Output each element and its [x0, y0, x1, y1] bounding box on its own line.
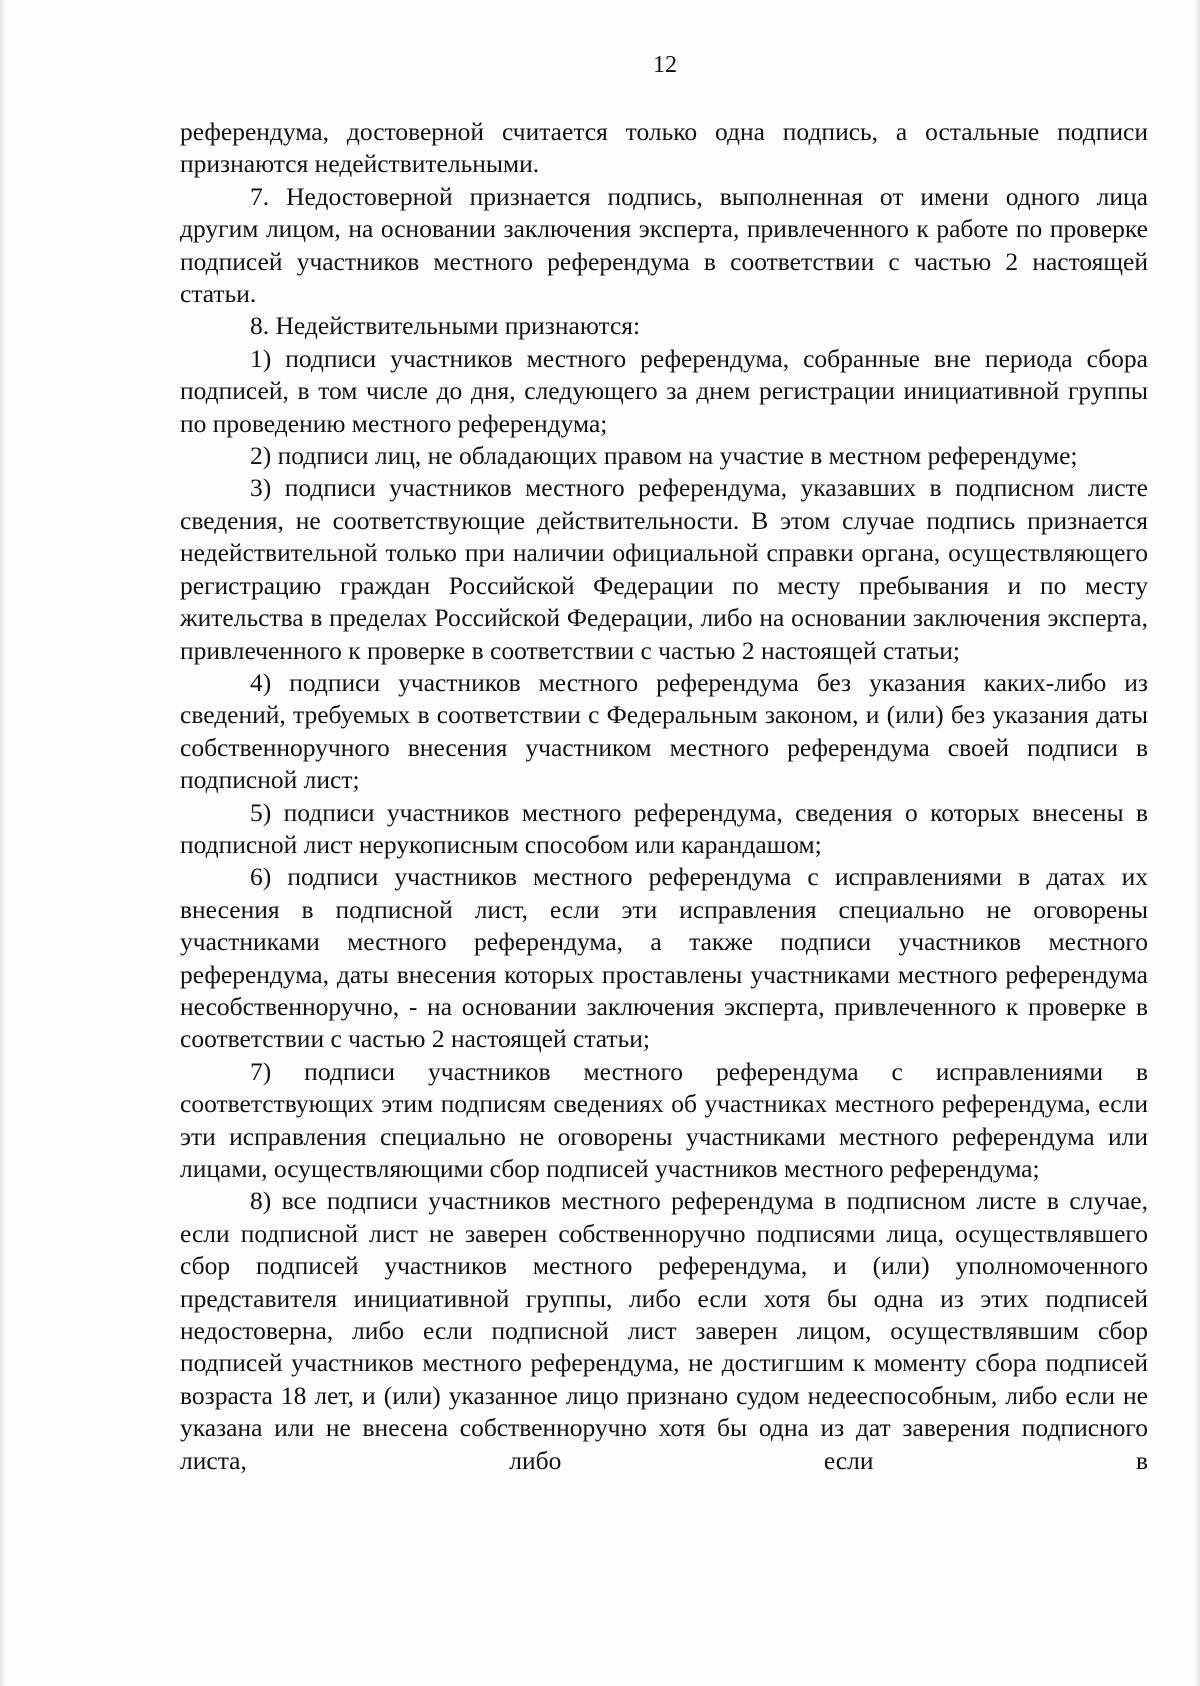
paragraph-item-7: 7. Недостоверной признается подпись, выполненная от имени одного лица другим лицом, на основании заключения эксперта, привлеченного к работе по проверке подписей участников местного референдума в соответствии с частью 2 настоящей статьи.: [180, 181, 1148, 309]
subitem-8: 8) все подписи участников местного референдума в подписном листе в случае, если подписной лист не заверен собственноручно подписями лица, осуществлявшего сбор подписей участников местного референдума, и (или) уполномоченного представителя инициативной группы, либо если хотя бы одна из этих подписей недостоверна, либо если подписной лист заверен лицом, осуществлявшим сбор подписей участников местного референдума, не достигшим к моменту сбора подписей возраста 18 лет, и (или) указанное лицо признано судом недееспособным, либо если не указана или не внесена собственноручно хотя бы одна из дат заверения подписного листа, либо если в: [180, 1186, 1148, 1475]
subitem-4: 4) подписи участников местного референдума без указания каких-либо из сведений, требуемых в соответствии с Федеральным законом, и (или) без указания даты собственноручного внесения участником местного референдума своей подписи в подписной лист;: [180, 667, 1148, 795]
paragraph-continuation: референдума, достоверной считается только одна подпись, а остальные подписи признаются недействительными.: [180, 117, 1148, 179]
subitem-7: 7) подписи участников местного референдума с исправлениями в соответствующих этим подписям сведениях об участниках местного референдума, если эти исправления специально не оговорены участниками местного референдума или лицами, осуществляющими сбор подписей участников местного референдума;: [180, 1056, 1148, 1183]
subitem-1: 1) подписи участников местного референдума, собранные вне периода сбора подписей, в том числе до дня, следующего за днем регистрации инициативной группы по проведению местного референдума;: [180, 343, 1148, 438]
document-body: [180, 116, 1148, 1477]
subitem-2: 2) подписи лиц, не обладающих правом на участие в местном референдуме;: [250, 441, 1078, 471]
scan-edge-left: [0, 0, 6, 1686]
subitem-5: 5) подписи участников местного референдума, сведения о которых внесены в подписной лист нерукописным способом или карандашом;: [180, 797, 1148, 859]
paragraph-item-8: 8. Недействительными признаются:: [250, 311, 641, 341]
scan-edge-right: [1194, 0, 1200, 1686]
subitem-6: 6) подписи участников местного референдума с исправлениями в датах их внесения в подписной лист, если эти исправления специально не оговорены участниками местного референдума, а также подписи участников местного референдума, даты внесения которых проставлены участниками местного референдума несобственноручно, - на основании заключения эксперта, привлеченного к проверке в соответствии с частью 2 настоящей статьи;: [180, 862, 1148, 1054]
subitem-3: 3) подписи участников местного референдума, указавших в подписном листе сведения, не соответствующие действительности. В этом случае подпись признается недействительной только при наличии официальной справки органа, осуществляющего регистрацию граждан Российской Федерации по месту пребывания и по месту жительства в пределах Российской Федерации, либо на основании заключения эксперта, привлеченного к проверке в соответствии с частью 2 настоящей статьи;: [180, 473, 1148, 665]
page-number: 12: [653, 52, 677, 78]
